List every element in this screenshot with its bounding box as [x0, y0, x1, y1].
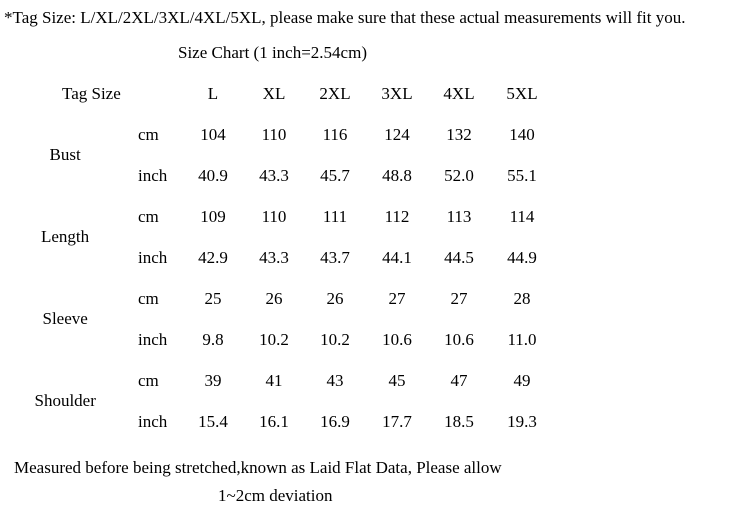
measurement-label-bust: Bust: [49, 145, 81, 164]
table-cell: 16.1: [259, 412, 289, 431]
table-cell: 111: [322, 207, 348, 226]
table-cell: 45.7: [320, 166, 350, 185]
unit-label-inch: inch: [138, 248, 168, 267]
table-cell: 10.2: [259, 330, 289, 349]
table-cell: 104: [200, 125, 226, 144]
size-header-4xl: 4XL: [443, 84, 475, 103]
measurement-label-shoulder: Shoulder: [34, 391, 96, 410]
table-cell: 10.2: [320, 330, 350, 349]
table-cell: 132: [446, 125, 472, 144]
table-cell: 44.9: [507, 248, 537, 267]
table-cell: 43: [326, 371, 344, 390]
table-cell: 26: [265, 289, 283, 308]
table-cell: 27: [388, 289, 406, 308]
table-cell: 17.7: [382, 412, 412, 431]
measurement-label-length: Length: [41, 227, 90, 246]
table-cell: 39: [204, 371, 222, 390]
table-cell: 110: [261, 125, 287, 144]
table-cell: 16.9: [320, 412, 350, 431]
table-cell: 9.8: [202, 330, 224, 349]
measurement-label-sleeve: Sleeve: [42, 309, 88, 328]
table-cell: 124: [384, 125, 410, 144]
size-header-l: L: [207, 84, 219, 103]
footer-note-line-2: 1~2cm deviation: [218, 486, 333, 505]
table-cell: 43.3: [259, 248, 289, 267]
unit-label-inch: inch: [138, 330, 168, 349]
size-note: *Tag Size: L/XL/2XL/3XL/4XL/5XL, please make sure that these actual measurements will fit you.: [4, 8, 686, 27]
table-cell: 10.6: [444, 330, 474, 349]
table-cell: 55.1: [507, 166, 537, 185]
table-cell: 41: [265, 371, 283, 390]
table-cell: 40.9: [198, 166, 228, 185]
table-cell: 15.4: [198, 412, 228, 431]
table-cell: 11.0: [507, 330, 537, 349]
size-header-xl: XL: [262, 84, 286, 103]
unit-label-inch: inch: [138, 412, 168, 431]
tag-size-label: Tag Size: [62, 84, 121, 103]
table-cell: 26: [326, 289, 344, 308]
size-header-3xl: 3XL: [381, 84, 413, 103]
unit-label-cm: cm: [138, 371, 159, 390]
table-cell: 52.0: [444, 166, 474, 185]
table-cell: 113: [446, 207, 472, 226]
table-cell: 43.3: [259, 166, 289, 185]
table-cell: 43.7: [320, 248, 350, 267]
table-cell: 27: [450, 289, 468, 308]
unit-label-cm: cm: [138, 125, 159, 144]
table-cell: 47: [450, 371, 468, 390]
table-cell: 44.5: [444, 248, 474, 267]
table-cell: 109: [200, 207, 226, 226]
table-cell: 45: [388, 371, 406, 390]
table-cell: 25: [204, 289, 222, 308]
table-cell: 110: [261, 207, 287, 226]
table-cell: 49: [513, 371, 531, 390]
table-cell: 116: [322, 125, 348, 144]
footer-note-line-1: Measured before being stretched,known as Laid Flat Data, Please allow: [14, 458, 502, 477]
table-cell: 140: [509, 125, 535, 144]
table-cell: 112: [384, 207, 410, 226]
table-cell: 114: [509, 207, 535, 226]
table-cell: 28: [513, 289, 531, 308]
table-cell: 19.3: [507, 412, 537, 431]
table-cell: 42.9: [198, 248, 228, 267]
size-header-2xl: 2XL: [319, 84, 351, 103]
size-header-5xl: 5XL: [506, 84, 538, 103]
unit-label-inch: inch: [138, 166, 168, 185]
table-cell: 44.1: [382, 248, 412, 267]
unit-label-cm: cm: [138, 207, 159, 226]
table-cell: 18.5: [444, 412, 474, 431]
unit-label-cm: cm: [138, 289, 159, 308]
table-cell: 10.6: [382, 330, 412, 349]
table-cell: 48.8: [382, 166, 412, 185]
chart-title: Size Chart (1 inch=2.54cm): [178, 43, 367, 62]
